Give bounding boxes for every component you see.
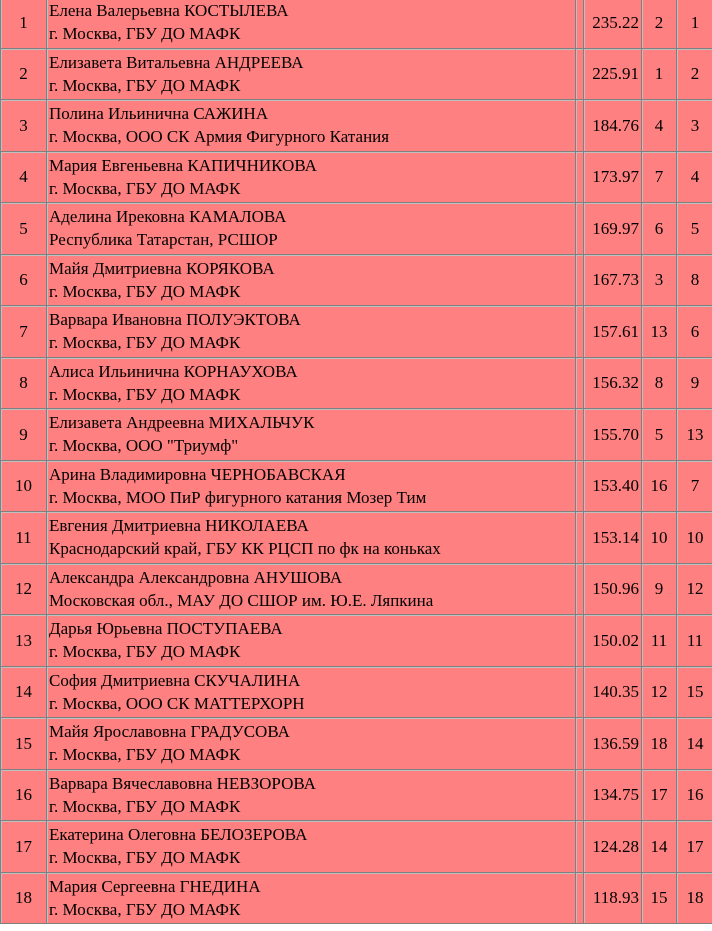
segment-rank-cell: 14 <box>677 718 712 770</box>
skater-name: Екатерина Олеговна БЕЛОЗЕРОВА <box>49 825 308 845</box>
segment-rank-cell: 1 <box>642 49 677 101</box>
spacer-cell <box>576 0 584 49</box>
place-cell: 4 <box>1 152 47 204</box>
spacer-cell <box>576 873 584 925</box>
segment-rank-cell: 5 <box>642 409 677 461</box>
spacer-cell <box>576 306 584 358</box>
skater-cell <box>47 718 576 770</box>
segment-rank-cell: 10 <box>677 512 712 564</box>
place-cell: 15 <box>1 718 47 770</box>
segment-rank-cell: 3 <box>677 100 712 152</box>
table-row <box>1 615 712 667</box>
segment-rank-cell: 12 <box>642 667 677 719</box>
skater-name: Евгения Дмитриевна НИКОЛАЕВА <box>49 516 309 536</box>
segment-rank-cell: 16 <box>642 461 677 513</box>
skater-name: Мария Сергеевна ГНЕДИНА <box>49 876 261 896</box>
skater-name: Арина Владимировна ЧЕРНОБАВСКАЯ <box>49 464 346 484</box>
skater-club: г. Москва, МОО ПиР фигурного катания Мозер Тим <box>49 487 427 507</box>
segment-rank-cell: 15 <box>642 873 677 925</box>
table-row <box>1 718 712 770</box>
skater-club: г. Москва, ГБУ ДО МАФК <box>49 281 241 301</box>
skater-club: г. Москва, ООО СК Армия Фигурного Катания <box>49 127 390 147</box>
total-score-cell: 140.35 <box>584 667 642 719</box>
skater-name: Александра Александровна АНУШОВА <box>49 567 343 587</box>
skater-cell <box>47 667 576 719</box>
total-score-cell: 153.40 <box>584 461 642 513</box>
total-score-cell: 136.59 <box>584 718 642 770</box>
spacer-cell <box>576 770 584 822</box>
skater-cell <box>47 49 576 101</box>
place-cell: 13 <box>1 615 47 667</box>
total-score-cell: 156.32 <box>584 358 642 410</box>
segment-rank-cell: 7 <box>642 152 677 204</box>
segment-rank-cell: 15 <box>677 667 712 719</box>
spacer-cell <box>576 255 584 307</box>
segment-rank-cell: 6 <box>677 306 712 358</box>
spacer-cell <box>576 203 584 255</box>
total-score-cell: 150.96 <box>584 564 642 616</box>
skater-club: Республика Татарстан, РСШОР <box>49 230 278 250</box>
total-score-cell: 155.70 <box>584 409 642 461</box>
total-score-cell: 157.61 <box>584 306 642 358</box>
table-row <box>1 667 712 719</box>
skater-club: Московская обл., МАУ ДО СШОР им. Ю.Е. Ляпкина <box>49 590 434 610</box>
skater-cell <box>47 409 576 461</box>
skater-club: г. Москва, ГБУ ДО МАФК <box>49 745 241 765</box>
total-score-cell: 167.73 <box>584 255 642 307</box>
place-cell: 16 <box>1 770 47 822</box>
segment-rank-cell: 1 <box>677 0 712 49</box>
segment-rank-cell: 11 <box>642 615 677 667</box>
skater-club: г. Москва, ГБУ ДО МАФК <box>49 75 241 95</box>
place-cell: 11 <box>1 512 47 564</box>
table-row <box>1 770 712 822</box>
spacer-cell <box>576 512 584 564</box>
place-cell: 17 <box>1 821 47 873</box>
segment-rank-cell: 7 <box>677 461 712 513</box>
segment-rank-cell: 14 <box>642 821 677 873</box>
skater-name: Алиса Ильинична КОРНАУХОВА <box>49 361 298 381</box>
segment-rank-cell: 16 <box>677 770 712 822</box>
segment-rank-cell: 11 <box>677 615 712 667</box>
skater-name: Дарья Юрьевна ПОСТУПАЕВА <box>49 619 283 639</box>
skater-club: г. Москва, ГБУ ДО МАФК <box>49 642 241 662</box>
table-row <box>1 358 712 410</box>
total-score-cell: 169.97 <box>584 203 642 255</box>
skater-cell <box>47 770 576 822</box>
segment-rank-cell: 6 <box>642 203 677 255</box>
spacer-cell <box>576 461 584 513</box>
skater-name: София Дмитриевна СКУЧАЛИНА <box>49 670 301 690</box>
place-cell: 12 <box>1 564 47 616</box>
spacer-cell <box>576 564 584 616</box>
place-cell: 10 <box>1 461 47 513</box>
spacer-cell <box>576 667 584 719</box>
place-cell: 3 <box>1 100 47 152</box>
table-row <box>1 821 712 873</box>
segment-rank-cell: 18 <box>642 718 677 770</box>
skater-cell <box>47 564 576 616</box>
skater-cell <box>47 615 576 667</box>
segment-rank-cell: 5 <box>677 203 712 255</box>
skater-name: Полина Ильинична САЖИНА <box>49 104 269 124</box>
table-row <box>1 100 712 152</box>
spacer-cell <box>576 409 584 461</box>
spacer-cell <box>576 49 584 101</box>
table-row <box>1 255 712 307</box>
skater-cell <box>47 100 576 152</box>
skater-name: Варвара Вячеславовна НЕВЗОРОВА <box>49 773 316 793</box>
skater-name: Елена Валерьевна КОСТЫЛЕВА <box>49 1 289 21</box>
segment-rank-cell: 18 <box>677 873 712 925</box>
skater-name: Варвара Ивановна ПОЛУЭКТОВА <box>49 310 301 330</box>
skater-name: Майя Ярославовна ГРАДУСОВА <box>49 722 290 742</box>
total-score-cell: 173.97 <box>584 152 642 204</box>
place-cell: 5 <box>1 203 47 255</box>
spacer-cell <box>576 821 584 873</box>
segment-rank-cell: 8 <box>677 255 712 307</box>
skater-club: г. Москва, ГБУ ДО МАФК <box>49 848 241 868</box>
place-cell: 18 <box>1 873 47 925</box>
total-score-cell: 118.93 <box>584 873 642 925</box>
segment-rank-cell: 4 <box>677 152 712 204</box>
table-row <box>1 512 712 564</box>
spacer-cell <box>576 100 584 152</box>
skater-club: г. Москва, ГБУ ДО МАФК <box>49 333 241 353</box>
skater-name: Аделина Ирековна КАМАЛОВА <box>49 207 287 227</box>
total-score-cell: 153.14 <box>584 512 642 564</box>
spacer-cell <box>576 358 584 410</box>
total-score-cell: 235.22 <box>584 0 642 49</box>
skater-club: г. Москва, ГБУ ДО МАФК <box>49 24 241 44</box>
spacer-cell <box>576 615 584 667</box>
segment-rank-cell: 9 <box>677 358 712 410</box>
segment-rank-cell: 13 <box>677 409 712 461</box>
results-table-body <box>1 0 712 924</box>
skater-club: г. Москва, ГБУ ДО МАФК <box>49 384 241 404</box>
skater-cell <box>47 203 576 255</box>
skater-cell <box>47 0 576 49</box>
place-cell: 9 <box>1 409 47 461</box>
skater-cell <box>47 821 576 873</box>
table-row <box>1 49 712 101</box>
table-row <box>1 873 712 925</box>
skater-club: г. Москва, ГБУ ДО МАФК <box>49 178 241 198</box>
skater-club: г. Москва, ООО СК МАТТЕРХОРН <box>49 693 305 713</box>
skater-cell <box>47 358 576 410</box>
table-row <box>1 152 712 204</box>
spacer-cell <box>576 152 584 204</box>
place-cell: 2 <box>1 49 47 101</box>
segment-rank-cell: 8 <box>642 358 677 410</box>
skater-club: г. Москва, ГБУ ДО МАФК <box>49 796 241 816</box>
skater-name: Майя Дмитриевна КОРЯКОВА <box>49 258 275 278</box>
table-row <box>1 564 712 616</box>
table-row <box>1 306 712 358</box>
total-score-cell: 225.91 <box>584 49 642 101</box>
spacer-cell <box>576 718 584 770</box>
table-row <box>1 461 712 513</box>
skater-club: г. Москва, ООО "Триумф" <box>49 436 239 456</box>
skater-cell <box>47 512 576 564</box>
segment-rank-cell: 17 <box>677 821 712 873</box>
skater-name: Елизавета Андреевна МИХАЛЬЧУК <box>49 413 315 433</box>
skater-cell <box>47 461 576 513</box>
segment-rank-cell: 3 <box>642 255 677 307</box>
skater-cell <box>47 152 576 204</box>
place-cell: 14 <box>1 667 47 719</box>
segment-rank-cell: 17 <box>642 770 677 822</box>
total-score-cell: 150.02 <box>584 615 642 667</box>
segment-rank-cell: 9 <box>642 564 677 616</box>
segment-rank-cell: 13 <box>642 306 677 358</box>
skater-club: Краснодарский край, ГБУ КК РЦСП по фк на коньках <box>49 539 441 559</box>
skater-cell <box>47 873 576 925</box>
place-cell: 1 <box>1 0 47 49</box>
place-cell: 7 <box>1 306 47 358</box>
segment-rank-cell: 2 <box>677 49 712 101</box>
skater-name: Мария Евгеньевна КАПИЧНИКОВА <box>49 155 317 175</box>
skater-cell <box>47 306 576 358</box>
total-score-cell: 184.76 <box>584 100 642 152</box>
place-cell: 8 <box>1 358 47 410</box>
segment-rank-cell: 2 <box>642 0 677 49</box>
segment-rank-cell: 10 <box>642 512 677 564</box>
segment-rank-cell: 4 <box>642 100 677 152</box>
total-score-cell: 124.28 <box>584 821 642 873</box>
table-row <box>1 0 712 49</box>
skater-cell <box>47 255 576 307</box>
place-cell: 6 <box>1 255 47 307</box>
skater-club: г. Москва, ГБУ ДО МАФК <box>49 899 241 919</box>
segment-rank-cell: 12 <box>677 564 712 616</box>
table-row <box>1 203 712 255</box>
table-row <box>1 409 712 461</box>
total-score-cell: 134.75 <box>584 770 642 822</box>
skater-name: Елизавета Витальевна АНДРЕЕВА <box>49 52 304 72</box>
